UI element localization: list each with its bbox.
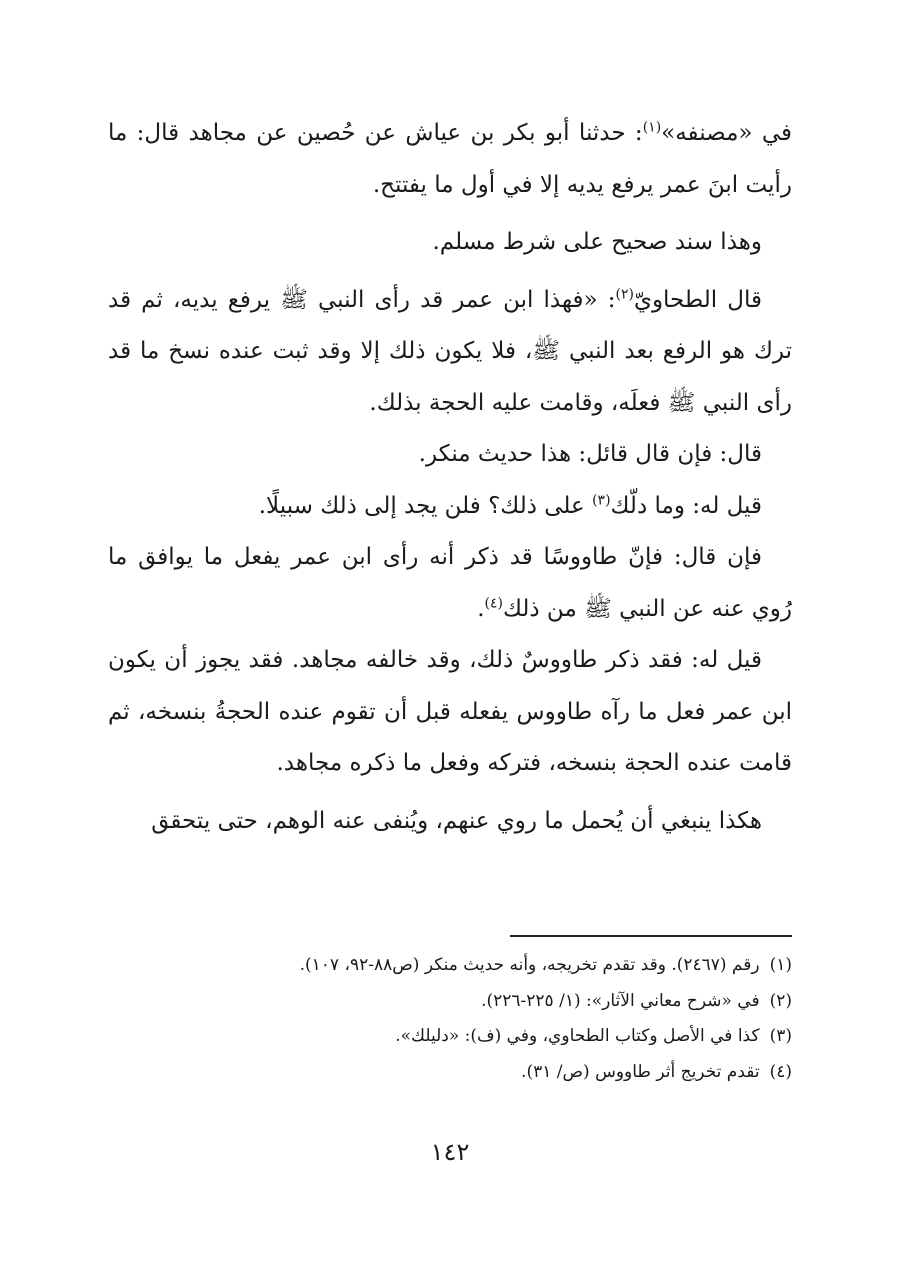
paragraph-1: في «مصنفه»$^{(١)}$: حدثنا أبو بكر بن عياش عن حُصين عن مجاهد قال: ما رأيت ابنَ عمر يرفع يديه إلا في أول ما يفتتح. <box>108 119 792 198</box>
footnote-2 <box>108 984 792 1020</box>
footnote-number: (٢) <box>769 990 792 1011</box>
footnote-number: (٤) <box>769 1061 792 1082</box>
paragraph-4: قال: فإن قال قائل: هذا حديث منكر. <box>418 441 762 467</box>
paragraph-8: هكذا ينبغي أن يُحمل ما روي عنهم، ويُنفى عنه الوهم، حتى يتحقق <box>151 807 762 834</box>
footnote-ref-1: (١) <box>642 119 662 136</box>
paragraph-7: قيل له: فقد ذكر طاووسٌ ذلك، وقد خالفه مجاهد. فقد يجوز أن يكون ابن عمر فعل ما رآه طاووس يفعله قبل أن تقوم عنده الحجةُ بنسخه، ثم قامت عنده الحجة بنسخه، فتركه وفعل ما ذكره مجاهد. <box>108 647 792 776</box>
footnote-text: كذا في الأصل وكتاب الطحاوي، وفي (ف): «دليلك». <box>395 1026 760 1046</box>
footnote-ref-4: (٤) <box>484 594 503 611</box>
page-number: ١٤٢ <box>430 1138 470 1166</box>
paragraph-3: قال الطحاويّ$^{(٢)}$: «فهذا ابن عمر قد رأى النبي ﷺ يرفع يديه، ثم قد ترك هو الرفع بعد النبي ﷺ، فلا يكون ذلك إلا وقد ثبت عنده نسخ ما قد رأى النبي ﷺ فعلَه، وقامت عليه الحجة بذلك. <box>108 285 792 416</box>
footnote-text: في «شرح معاني الآثار»: (١/ ٢٢٥-٢٢٦). <box>481 990 760 1011</box>
footnote-text: تقدم تخريج أثر طاووس (ص/ ٣١). <box>521 1061 760 1082</box>
footnote-number: (١) <box>769 955 792 975</box>
footnote-ref-2: (٢) <box>615 285 634 302</box>
footnote-number: (٣) <box>769 1026 792 1046</box>
paragraph-2: وهذا سند صحيح على شرط مسلم. <box>432 229 762 255</box>
footnote-text: رقم (٢٤٦٧). وقد تقدم تخريجه، وأنه حديث منكر (ص٨٨-٩٢، ١٠٧). <box>299 955 760 975</box>
footnote-4 <box>108 1055 792 1091</box>
footnotes <box>108 948 792 1090</box>
paragraph-5: قيل له: وما دلّك$^{(٣)}$ على ذلك؟ فلن يجد إلى ذلك سبيلًا. <box>258 491 762 519</box>
main-text <box>108 108 792 847</box>
footnote-1 <box>108 948 792 984</box>
footnote-ref-3: (٣) <box>592 491 611 508</box>
footnote-separator <box>510 935 792 937</box>
paragraph-6: فإن قال: فإنّ طاووسًا قد ذكر أنه رأى ابن عمر يفعل ما يوافق ما رُوي عنه عن النبي ﷺ من ذلك$^{(٤)}$. <box>108 544 792 622</box>
footnote-3 <box>108 1019 792 1055</box>
